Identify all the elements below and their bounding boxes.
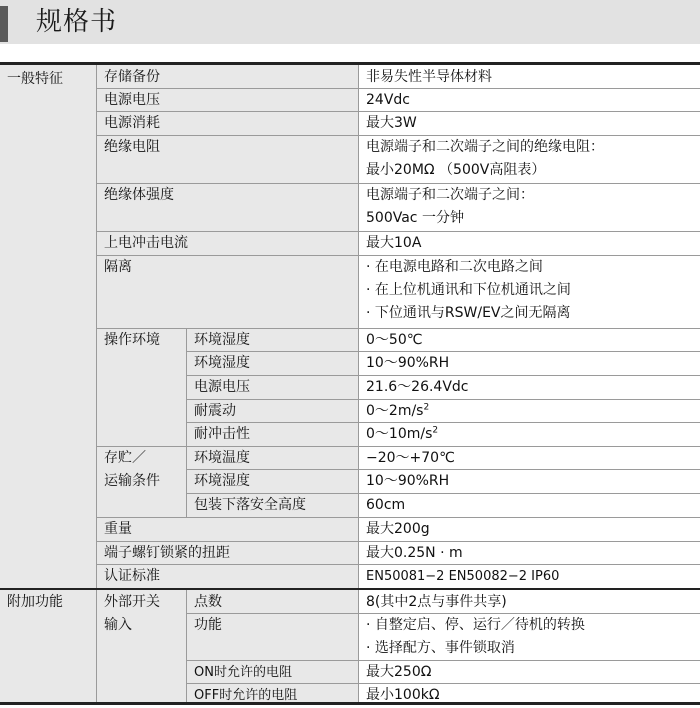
row-label-weight: 重量 xyxy=(104,521,132,537)
sub-label-off-resistance: OFF时允许的电阻 xyxy=(194,688,298,703)
section-addon: 附加功能 xyxy=(7,594,63,610)
row-label-dielectric-strength: 绝缘体强度 xyxy=(104,187,174,203)
storage-transport-label-line-2: 运输条件 xyxy=(104,473,160,489)
grid-line xyxy=(96,446,700,447)
grid-line xyxy=(96,328,700,329)
shock-exponent: 2 xyxy=(432,425,439,436)
dielectric-line-1: 电源端子和二次端子之间： xyxy=(366,187,534,203)
grid-line xyxy=(186,399,700,400)
isolation-item: · 下位通讯与RSW/EV之间无隔离 xyxy=(366,305,571,321)
sub-value: 21.6～26.4Vdc xyxy=(366,379,469,395)
sub-value xyxy=(359,423,700,446)
grid-line xyxy=(186,375,700,376)
row-label-storage: 存储备份 xyxy=(104,69,160,85)
function-item: · 选择配方、事件锁取消 xyxy=(366,640,515,656)
sub-label: 环境湿度 xyxy=(194,473,250,489)
sub-label: 电源电压 xyxy=(194,379,250,395)
row-label-terminal-torque: 端子螺钉锁紧的扭距 xyxy=(104,545,230,561)
row-value-supply-voltage: 24Vdc xyxy=(366,92,410,108)
sub-value: 10～90%RH xyxy=(366,473,450,489)
sub-value: 60cm xyxy=(366,497,406,513)
grid-line xyxy=(96,564,700,565)
row-value-certification: EN50081−2 EN50082−2 IP60 xyxy=(366,569,560,584)
page-header xyxy=(0,0,700,44)
grid-line xyxy=(186,660,700,661)
row-label-supply-voltage: 电源电压 xyxy=(104,92,160,108)
grid-line xyxy=(186,613,700,614)
external-switch-label-line-2: 输入 xyxy=(104,617,132,633)
row-value-insulation-resistance xyxy=(359,136,700,182)
grid-line xyxy=(96,231,700,232)
row-label-storage-transport xyxy=(97,447,187,493)
grid-line xyxy=(96,541,700,542)
sub-label: 包装下落安全高度 xyxy=(194,497,306,513)
sub-label: 环境湿度 xyxy=(194,355,250,371)
insulation-line-2: 最小20MΩ （500V高阻表） xyxy=(366,162,546,178)
grid-line xyxy=(186,329,187,518)
row-label-operating-env: 操作环境 xyxy=(104,332,160,348)
sub-label-on-resistance: ON时允许的电阻 xyxy=(194,665,292,680)
row-value-power-consumption: 最大3W xyxy=(366,115,417,131)
sub-value-on-resistance: 最大250Ω xyxy=(366,664,432,680)
row-label-certification: 认证标准 xyxy=(104,568,160,584)
sub-label-function: 功能 xyxy=(194,617,222,633)
external-switch-label-line-1: 外部开关 xyxy=(104,594,160,610)
shock-value: 0～10m/s xyxy=(366,426,433,442)
grid-line xyxy=(96,255,700,256)
sub-value xyxy=(359,400,700,423)
row-label-inrush-current: 上电冲击电流 xyxy=(104,235,188,251)
row-label-isolation: 隔离 xyxy=(104,259,132,275)
isolation-item: · 在电源电路和二次电路之间 xyxy=(366,259,543,275)
sub-label: 环境湿度 xyxy=(194,332,250,348)
section-divider xyxy=(0,588,700,590)
grid-line xyxy=(186,351,700,352)
row-value-weight: 最大200g xyxy=(366,521,430,537)
sub-label: 耐震动 xyxy=(194,403,236,419)
row-value-inrush-current: 最大10A xyxy=(366,235,422,251)
section-general: 一般特征 xyxy=(7,71,63,87)
row-label-power-consumption: 电源消耗 xyxy=(104,115,160,131)
row-label-insulation-resistance: 绝缘电阻 xyxy=(104,139,160,155)
sub-value-function xyxy=(359,614,700,660)
dielectric-line-2: 500Vac 一分钟 xyxy=(366,210,464,226)
sub-label-points: 点数 xyxy=(194,594,222,610)
grid-line xyxy=(186,493,700,494)
sub-value: 10～90%RH xyxy=(366,355,450,371)
page-title: 规格书 xyxy=(36,7,118,37)
isolation-item: · 在上位机通讯和下位机通讯之间 xyxy=(366,282,571,298)
row-value-isolation xyxy=(359,256,700,325)
grid-line xyxy=(96,183,700,184)
grid-line xyxy=(186,683,700,684)
row-label-external-switch xyxy=(97,591,187,637)
insulation-line-1: 电源端子和二次端子之间的绝缘电阻： xyxy=(366,139,604,155)
sub-label: 环境温度 xyxy=(194,450,250,466)
grid-line xyxy=(96,65,97,702)
vibration-value: 0～2m/s xyxy=(366,403,424,419)
row-value-dielectric-strength xyxy=(359,184,700,230)
grid-line xyxy=(96,111,700,112)
storage-transport-label-line-1: 存贮／ xyxy=(104,450,146,466)
grid-line xyxy=(96,88,700,89)
spec-table xyxy=(0,62,700,705)
sub-value-points: 8(其中2点与事件共享) xyxy=(366,594,507,610)
grid-line xyxy=(186,422,700,423)
grid-line xyxy=(358,65,359,702)
sub-label: 耐冲击性 xyxy=(194,426,250,442)
sub-value: −20～+70℃ xyxy=(366,450,455,466)
grid-line xyxy=(96,517,700,518)
grid-line xyxy=(96,135,700,136)
grid-line xyxy=(186,469,700,470)
function-item: · 自整定启、停、运行／待机的转换 xyxy=(366,617,585,633)
sub-value-off-resistance: 最小100kΩ xyxy=(366,687,440,703)
header-accent-bar xyxy=(0,6,8,42)
vibration-exponent: 2 xyxy=(423,402,430,413)
row-value-storage: 非易失性半导体材料 xyxy=(366,69,492,85)
sub-value: 0～50℃ xyxy=(366,332,423,348)
grid-line xyxy=(186,589,187,702)
row-value-terminal-torque: 最大0.25N · m xyxy=(366,545,463,561)
